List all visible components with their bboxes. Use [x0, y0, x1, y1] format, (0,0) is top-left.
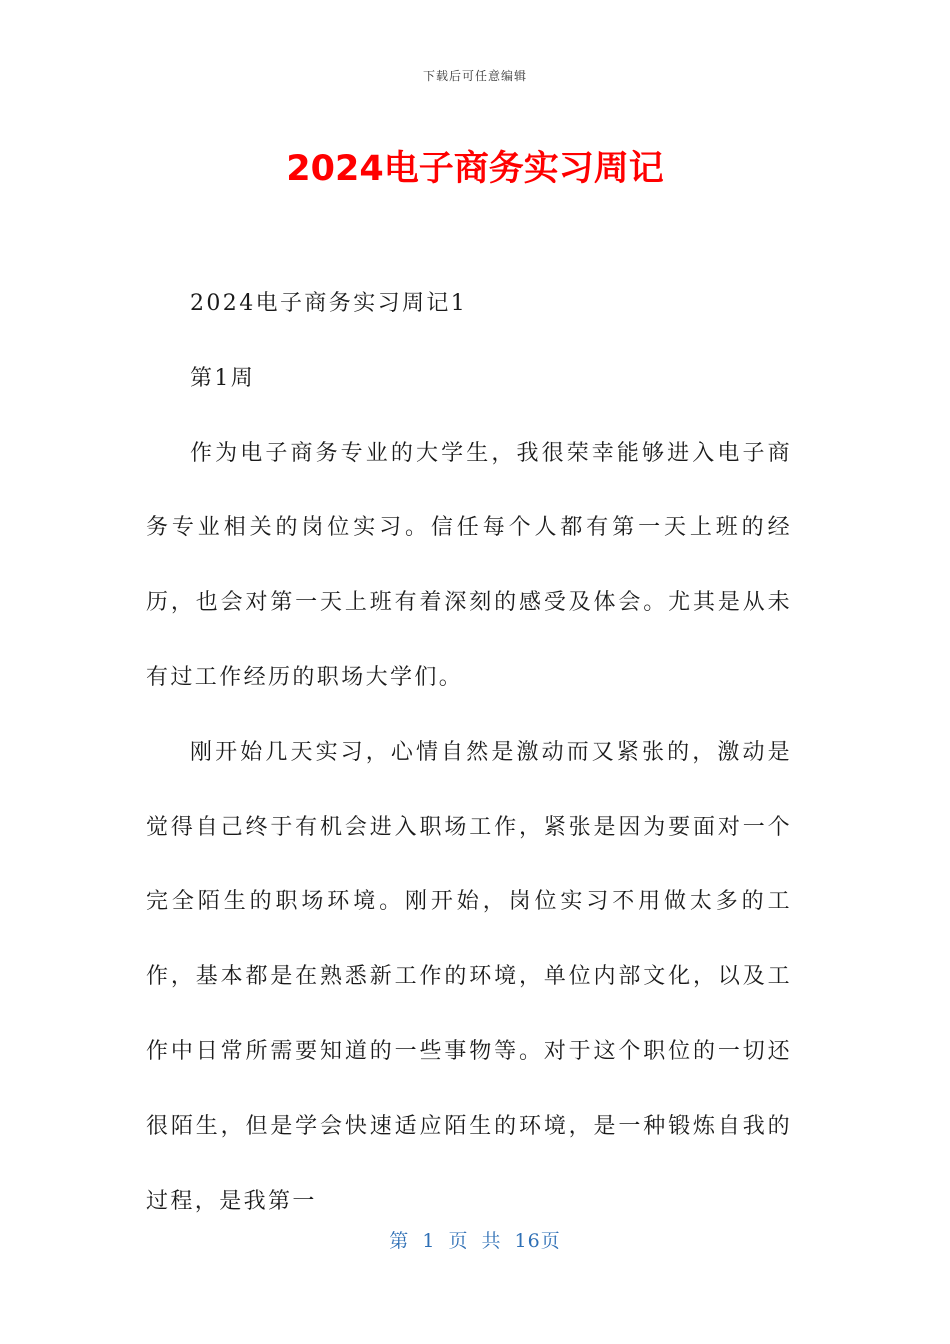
header-note: 下载后可任意编辑 [422, 69, 527, 83]
page-number: 第 1 页 共 16页 [389, 1230, 561, 1252]
body-paragraph: 作为电子商务专业的大学生，我很荣幸能够进入电子商务专业相关的岗位实习。信任每个人都有第一天上班的经历，也会对第一天上班有着深刻的感受及体会。尤其是从未有过工作经历的职场大学们。 [146, 440, 792, 690]
section-heading: 2024电子商务实习周记1 [190, 291, 468, 316]
body-paragraph: 刚开始几天实习，心情自然是激动而又紧张的，激动是觉得自己终于有机会进入职场工作，紧张是因为要面对一个完全陌生的职场环境。刚开始，岗位实习不用做太多的工作，基本都是在熟悉新工作的环境，单位内部文化，以及工作中日常所需要知道的一些事物等。对于这个职位的一切还很陌生，但是学会快速适应陌生的环境，是一种锻炼自我的过程，是我第一 [146, 739, 792, 1214]
document-title: 2024电子商务实习周记 [286, 149, 664, 189]
week-label: 第1周 [190, 365, 256, 391]
document-body [146, 267, 792, 1239]
